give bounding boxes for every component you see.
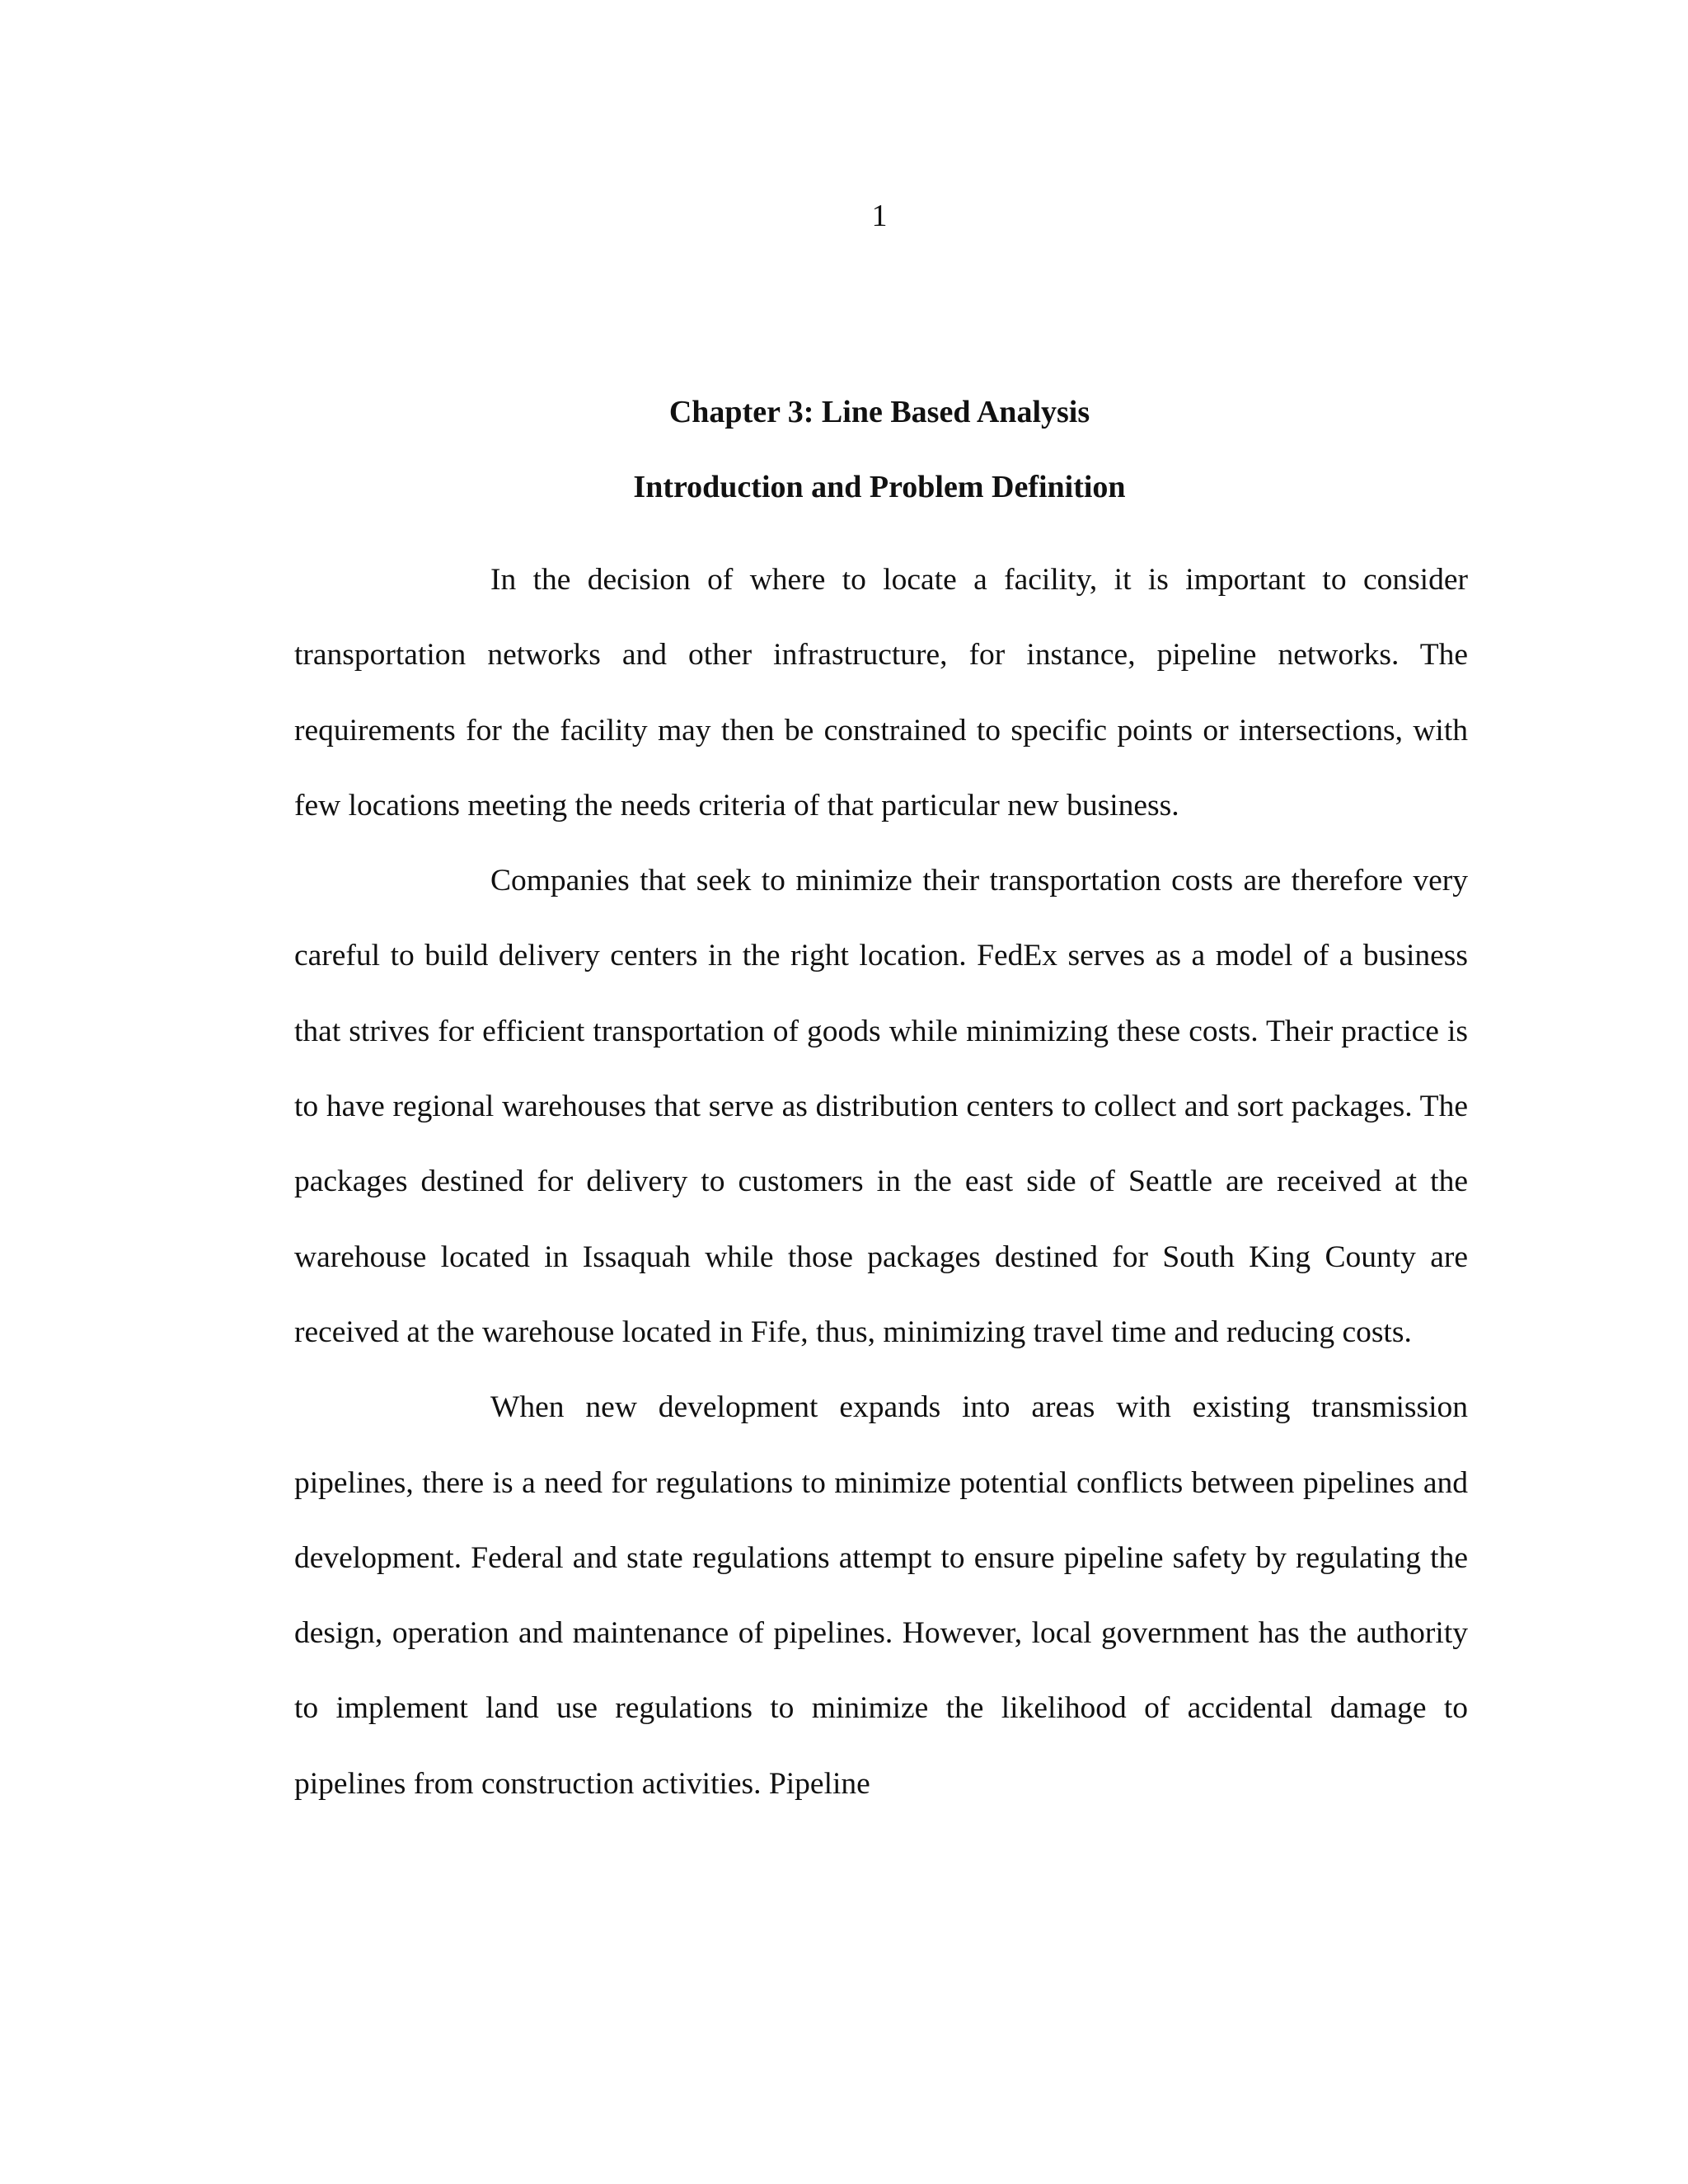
section-title: Introduction and Problem Definition — [633, 470, 1126, 504]
paragraph-facility-location: In the decision of where to locate a facility, it is important to consider transportation networks and other infrastructure, for instance, pipeline networks. The requirements for the facility may then be constrained to specific points or intersections, with few locations meeting the needs criteria of that particular new business. — [294, 563, 1468, 823]
chapter-title: Chapter 3: Line Based Analysis — [668, 395, 1090, 429]
paragraph-transportation-costs: Companies that seek to minimize their transportation costs are therefore very careful to build delivery centers in the right location. FedEx serves as a model of a business that strives for efficient transportation of goods while minimizing these costs. Their practice is to have regional warehouses that serve as distribution centers to collect and sort packages. The packages destined for delivery to customers in the east side of Seattle are received at the warehouse located in Issaquah while those packages destined for South King County are received at the warehouse located in Fife, thus, minimizing travel time and reducing costs. — [294, 864, 1468, 1349]
paragraph-pipeline-regulations: When new development expands into areas with existing transmission pipelines, there is a need for regulations to minimize potential conflicts between pipelines and development. Federal and state regulations attempt to ensure pipeline safety by regulating the design, operation and maintenance of pipelines. However, local government has the authority to implement land use regulations to minimize the likelihood of accidental damage to pipelines from construction activities. Pipeline — [294, 1390, 1468, 1801]
page-number: 1 — [871, 199, 888, 233]
body-text — [294, 542, 1468, 1821]
